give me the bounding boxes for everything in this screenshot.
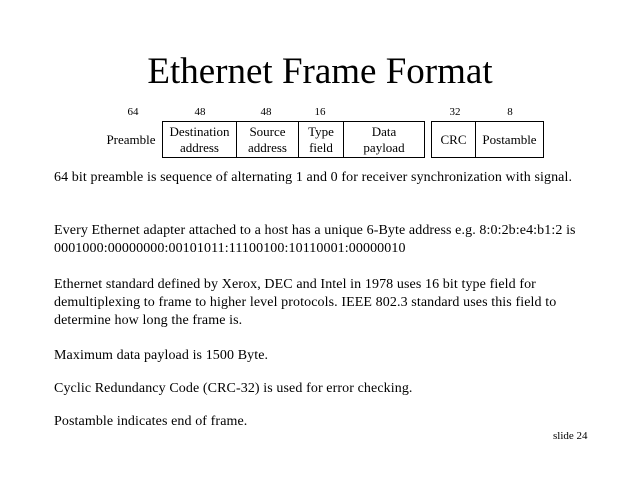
field-postamble: Postamble — [475, 121, 544, 158]
paragraph-crc: Cyclic Redundancy Code (CRC-32) is used for error checking. — [54, 381, 413, 396]
bits-preamble: 64 — [127, 106, 139, 118]
bits-postamble: 8 — [507, 106, 513, 118]
paragraph-payload: Maximum data payload is 1500 Byte. — [54, 348, 269, 363]
slide-number: slide 24 — [553, 430, 588, 442]
field-source-address: Source address — [236, 121, 298, 158]
field-preamble: Preamble — [106, 131, 156, 147]
field-data-payload: Data payload — [343, 121, 425, 158]
paragraph-preamble: 64 bit preamble is sequence of alternating 1 and 0 for receiver synchronization with signal. — [54, 170, 573, 185]
paragraph-postamble: Postamble indicates end of frame. — [54, 414, 248, 429]
field-destination-address: Destination address — [162, 121, 236, 158]
bits-crc: 32 — [449, 106, 461, 118]
bits-source: 48 — [260, 106, 272, 118]
slide-title: Ethernet Frame Format — [147, 51, 493, 92]
bits-destination: 48 — [194, 106, 206, 118]
paragraph-address: Every Ethernet adapter attached to a host has a unique 6-Byte address e.g. 8:0:2b:e4:b1:2 is 0001000:00000000:00101011:11100100:10110001:00000010 — [54, 223, 576, 256]
field-type: Type field — [298, 121, 343, 158]
paragraph-type-field: Ethernet standard defined by Xerox, DEC and Intel in 1978 uses 16 bit type field for demultiplexing to frame to higher level protocols. IEEE 802.3 standard uses this field to determine how long the frame is. — [54, 277, 557, 328]
bits-type: 16 — [314, 106, 326, 118]
field-crc: CRC — [431, 121, 475, 158]
